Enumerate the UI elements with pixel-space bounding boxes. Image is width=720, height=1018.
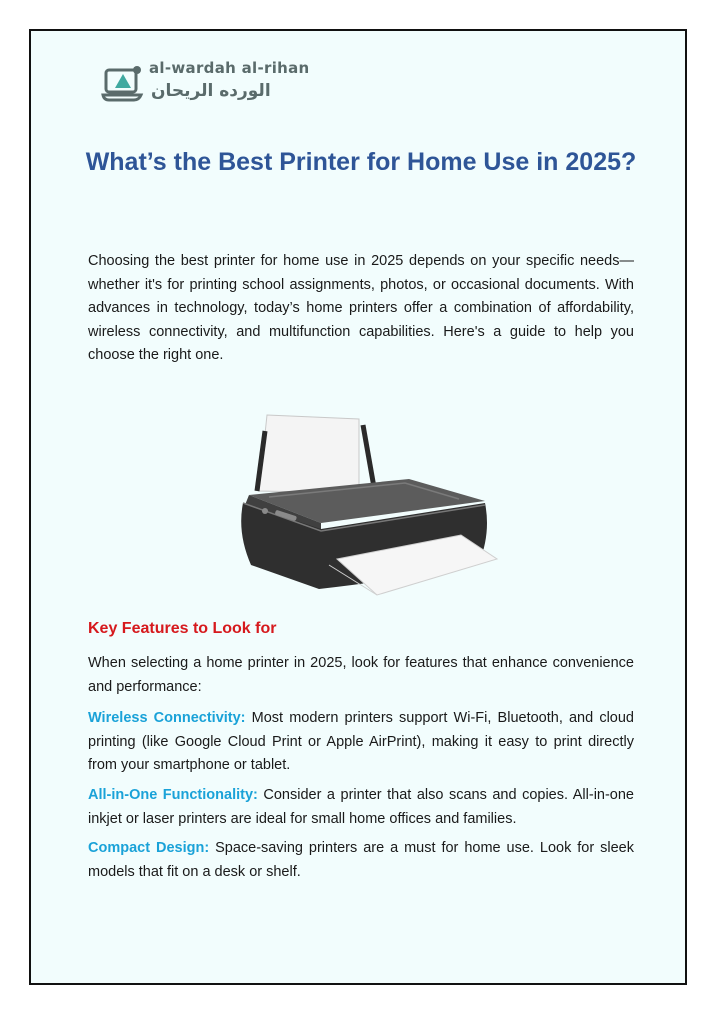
intro-paragraph: Choosing the best printer for home use in 2025 depends on your specific needs—whether it's for printing school assignments, photos, or occasional documents. With advances in technology, today’s home printers offer a combination of affordability, wireless connectivity, and multifunction capabilities. Here's a guide to help you choose the right one.	[88, 253, 634, 363]
feature-wireless-connectivity	[88, 707, 634, 778]
laptop-logo-icon	[101, 61, 147, 107]
feature-label: Compact Design:	[88, 840, 210, 856]
printer-image	[209, 383, 499, 623]
feature-label: Wireless Connectivity:	[88, 710, 246, 726]
feature-text: Most modern printers support Wi-Fi, Bluetooth, and cloud printing (like Google Cloud Print or Apple AirPrint), making it easy to print directly from your smartphone or tablet.	[88, 710, 635, 773]
section-lead-paragraph: When selecting a home printer in 2025, look for features that enhance convenience and performance:	[88, 655, 634, 695]
brand-logo	[101, 57, 331, 113]
page-title: What’s the Best Printer for Home Use in 2025?	[85, 148, 637, 176]
feature-label: All-in-One Functionality:	[88, 787, 258, 803]
feature-all-in-one	[88, 784, 634, 831]
logo-name-english: al-wardah al-rihan	[149, 59, 310, 77]
feature-text: Space-saving printers are a must for home use. Look for sleek models that fit on a desk or shelf.	[88, 840, 634, 880]
feature-compact-design	[88, 837, 634, 884]
feature-text: Consider a printer that also scans and copies. All-in-one inkjet or laser printers are ideal for small home offices and families.	[88, 787, 635, 827]
document-page	[29, 29, 687, 985]
section-heading: Key Features to Look for	[88, 620, 277, 637]
logo-name-arabic: الورده الريحان	[151, 81, 271, 101]
